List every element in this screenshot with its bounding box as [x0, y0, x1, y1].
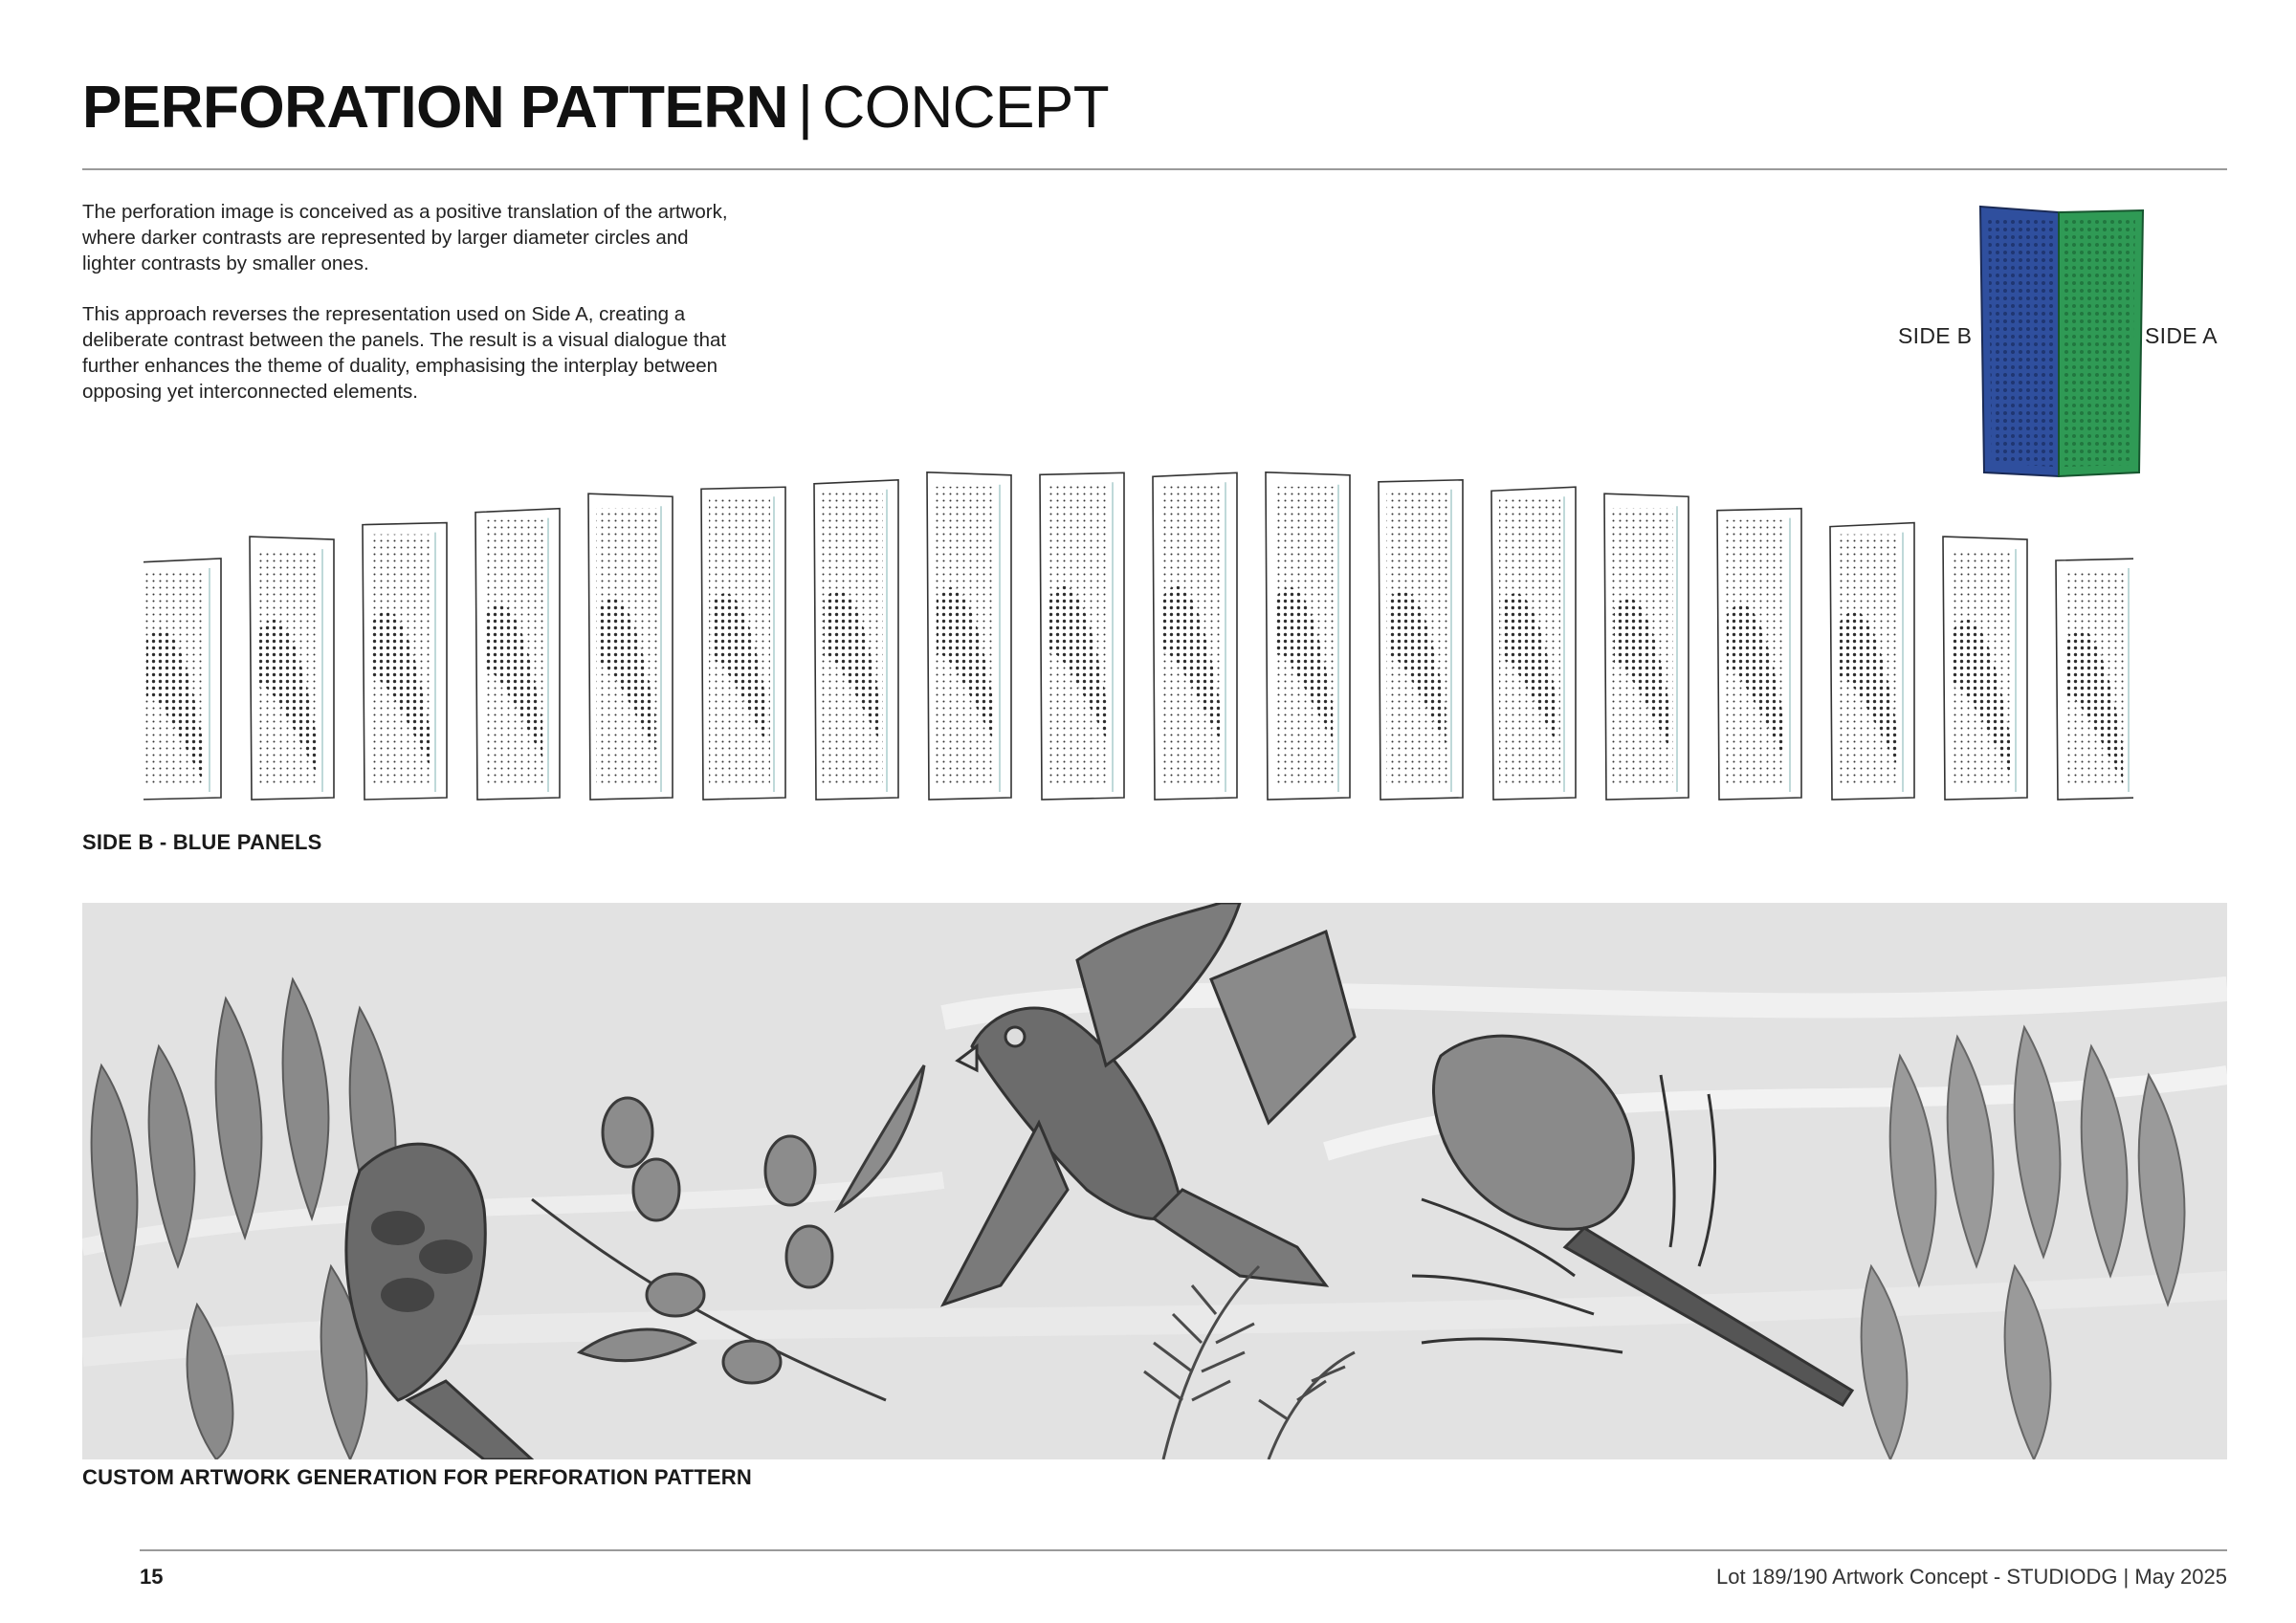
- title-separator: |: [797, 75, 813, 141]
- intro-paragraph-1: The perforation image is conceived as a positive translation of the artwork, where darker contrasts are represented by larger diameter circles and lighter contrasts by smaller ones.: [82, 201, 728, 274]
- perforated-panel: [1604, 493, 1689, 800]
- artwork-caption: CUSTOM ARTWORK GENERATION FOR PERFORATION PATTERN: [82, 1465, 752, 1489]
- folded-panel-diagram: [1971, 203, 2162, 480]
- footer-divider: [140, 1549, 2227, 1551]
- page-number: 15: [140, 1565, 164, 1589]
- perforated-panel: [475, 509, 560, 800]
- perforated-panel: [927, 472, 1011, 800]
- perforated-panel: [1153, 472, 1237, 800]
- title-bold: PERFORATION PATTERN: [82, 75, 788, 141]
- panels-caption: SIDE B - BLUE PANELS: [82, 830, 322, 854]
- perforated-panel: [814, 480, 898, 800]
- page-title: [82, 75, 1109, 142]
- perforated-panel: [1266, 472, 1350, 800]
- side-a-label: SIDE A: [2145, 323, 2218, 348]
- perforated-panel: [363, 523, 447, 800]
- perforated-panel: [1040, 472, 1124, 800]
- title-light: CONCEPT: [822, 75, 1110, 141]
- intro-paragraph-2: This approach reverses the representation used on Side A, creating a deliberate contrast between the panels. The result is a visual dialogue that further enhances the theme of duality, emphasising the interplay between opposing yet interconnected elements.: [82, 303, 727, 403]
- perforated-panel: [1379, 480, 1463, 800]
- perforated-panel: [1717, 509, 1801, 800]
- header-divider: [82, 168, 2227, 170]
- artwork-illustration: [82, 903, 2227, 1459]
- perforated-panel: [588, 493, 673, 800]
- perforated-panel: [1943, 537, 2027, 800]
- footer-text: Lot 189/190 Artwork Concept - STUDIODG | May 2025: [1716, 1565, 2227, 1589]
- perforated-panel: [2056, 559, 2133, 800]
- perforated-panel: [1491, 487, 1576, 800]
- perforated-panel: [701, 487, 785, 800]
- perforated-panel: [250, 537, 334, 800]
- intro-text: [82, 199, 733, 429]
- side-b-label: SIDE B: [1898, 323, 1973, 348]
- perforated-panel-row: [144, 457, 2133, 821]
- perforated-panel: [144, 559, 221, 800]
- perforated-panel: [1830, 523, 1914, 800]
